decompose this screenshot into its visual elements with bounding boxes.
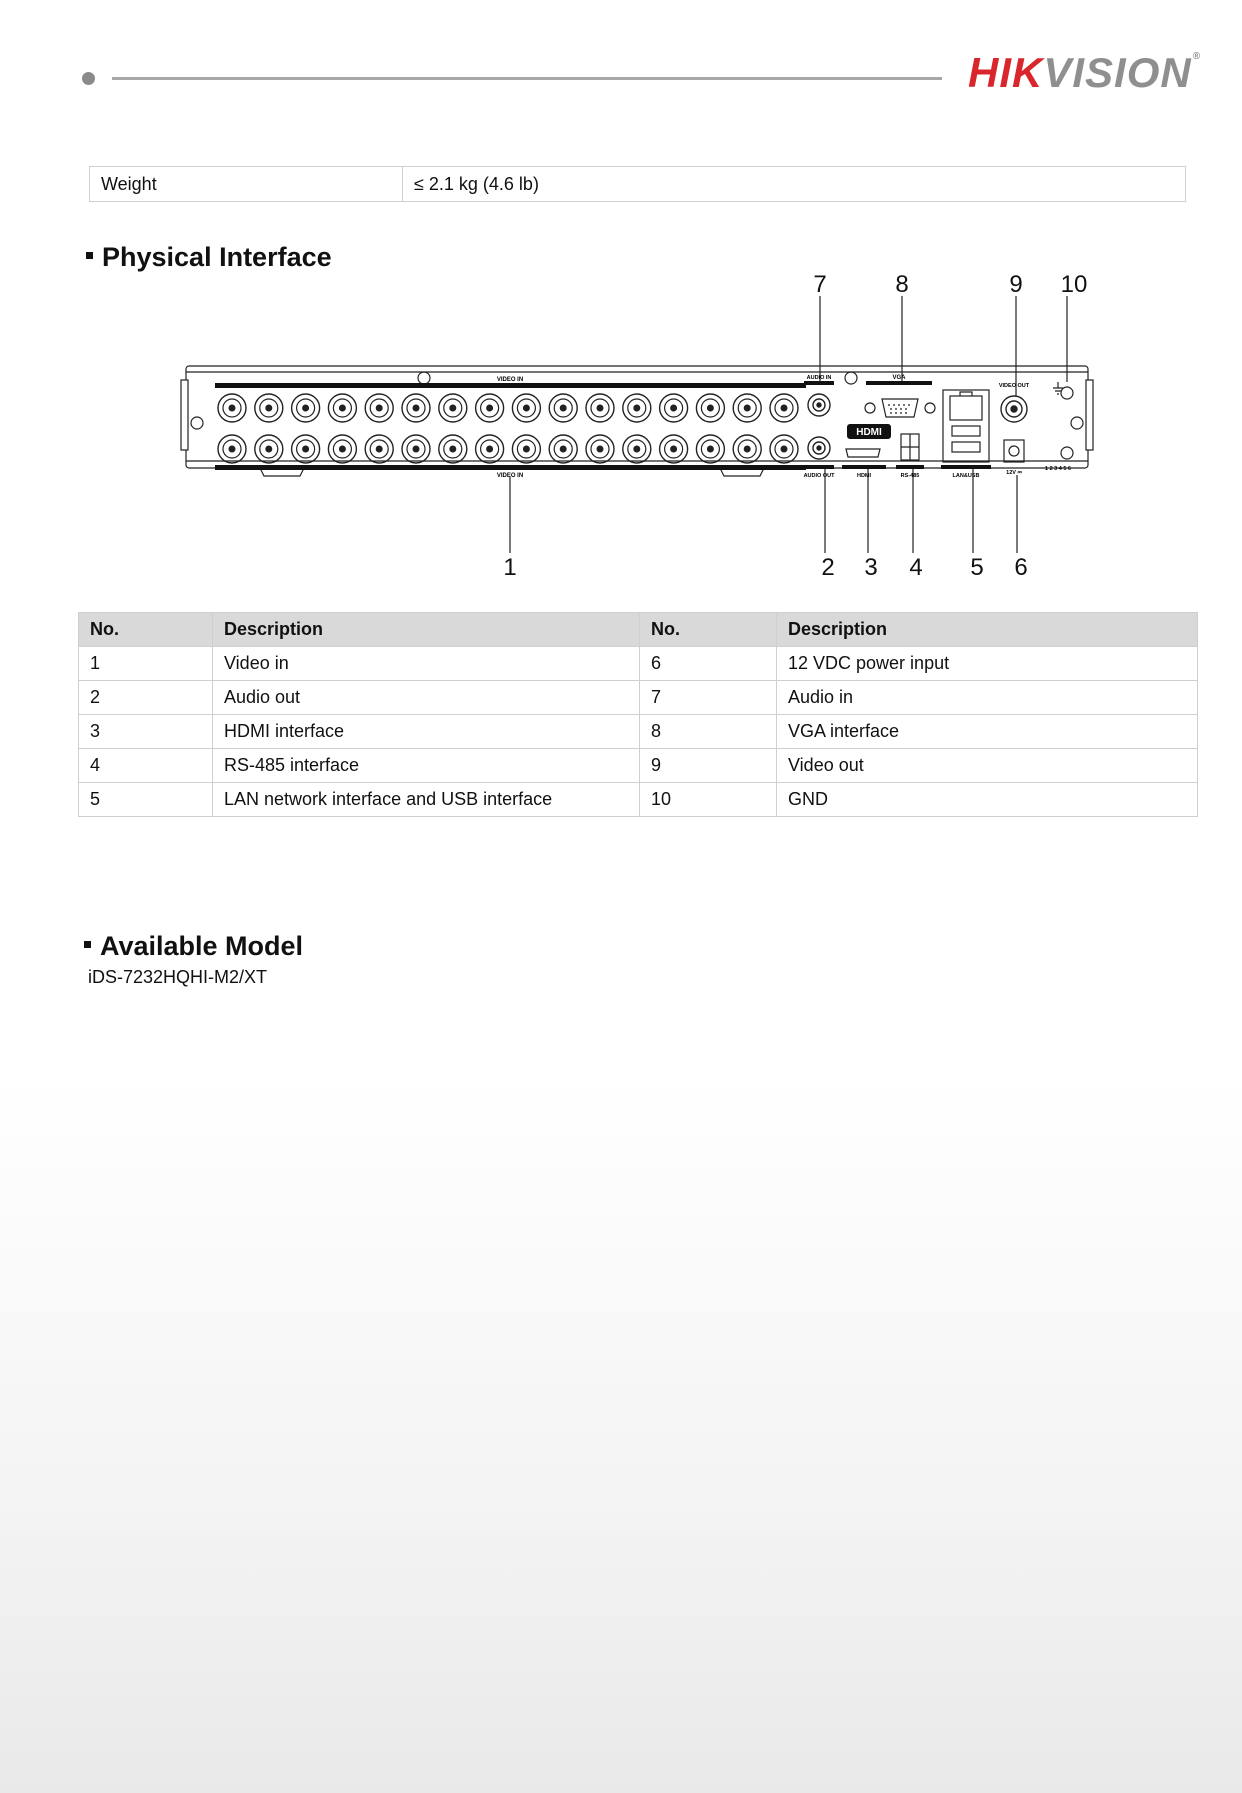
table-cell: VGA interface [777, 715, 1198, 749]
status-led-labels: 1 2 3 4 5 6 [1045, 466, 1071, 472]
hikvision-logo [968, 49, 1202, 96]
table-header-row [79, 613, 1198, 647]
callout-9: 9 [1009, 271, 1023, 298]
logo-hik: HIK [968, 49, 1044, 96]
table-row [90, 167, 1186, 202]
callout-5: 5 [970, 554, 984, 581]
table-row [79, 783, 1198, 817]
logo-vision: VISION [1043, 49, 1192, 96]
table-cell: 12 VDC power input [777, 647, 1198, 681]
table-row [79, 647, 1198, 681]
table-cell: Video in [213, 647, 640, 681]
bullet-icon [86, 252, 93, 259]
callout-3: 3 [864, 554, 878, 581]
table-cell: 1 [79, 647, 213, 681]
header-rule [112, 77, 942, 80]
available-model-heading [84, 930, 303, 962]
callout-2: 2 [821, 554, 835, 581]
callout-4: 4 [909, 554, 923, 581]
col-header-no: No. [640, 613, 777, 647]
table-cell: GND [777, 783, 1198, 817]
rear-panel-diagram [180, 268, 1096, 584]
table-cell: 4 [79, 749, 213, 783]
table-cell: HDMI interface [213, 715, 640, 749]
video-in-label-top: VIDEO IN [496, 377, 524, 383]
video-in-label-bottom: VIDEO IN [496, 473, 524, 479]
video-out-label: VIDEO OUT [998, 383, 1030, 389]
col-header-description: Description [777, 613, 1198, 647]
weight-value: ≤ 2.1 kg (4.6 lb) [403, 167, 1186, 202]
table-cell: LAN network interface and USB interface [213, 783, 640, 817]
table-cell: 5 [79, 783, 213, 817]
table-cell: 10 [640, 783, 777, 817]
col-header-description: Description [213, 613, 640, 647]
callout-10: 10 [1060, 271, 1088, 298]
available-model-title: Available Model [100, 931, 304, 961]
col-header-no: No. [79, 613, 213, 647]
hdmi-logo-text: HDMI [856, 427, 882, 438]
table-row [79, 715, 1198, 749]
registered-mark: ® [1192, 51, 1202, 62]
table-cell: 2 [79, 681, 213, 715]
table-cell: Audio in [777, 681, 1198, 715]
table-cell: 9 [640, 749, 777, 783]
table-cell: 6 [640, 647, 777, 681]
model-number: iDS-7232HQHI-M2/XT [88, 967, 268, 987]
table-cell: 7 [640, 681, 777, 715]
interface-table [78, 612, 1198, 817]
table-cell: Audio out [213, 681, 640, 715]
rs485-label: RS-485 [900, 473, 920, 479]
audio-in-label: AUDIO IN [806, 375, 832, 381]
vga-label: VGA [892, 375, 906, 381]
callout-6: 6 [1014, 554, 1028, 581]
table-cell: RS-485 interface [213, 749, 640, 783]
audio-out-label: AUDIO OUT [803, 473, 835, 479]
video-in-bar-top [215, 383, 806, 388]
table-cell: 3 [79, 715, 213, 749]
weight-label: Weight [90, 167, 403, 202]
physical-interface-title: Physical Interface [102, 242, 332, 272]
hdmi-label: HDMI [856, 473, 872, 479]
weight-table [89, 166, 1186, 202]
lan-usb-label: LAN&USB [952, 473, 980, 479]
bullet-icon [84, 941, 91, 948]
callout-8: 8 [895, 271, 909, 298]
table-row [79, 681, 1198, 715]
table-row [79, 749, 1198, 783]
header-dot [82, 72, 95, 85]
power-label: 12V ⎓ [1006, 470, 1022, 476]
callout-1: 1 [503, 554, 517, 581]
table-cell: 8 [640, 715, 777, 749]
table-cell: Video out [777, 749, 1198, 783]
video-in-bar-bottom [215, 465, 806, 470]
callout-7: 7 [813, 271, 827, 298]
